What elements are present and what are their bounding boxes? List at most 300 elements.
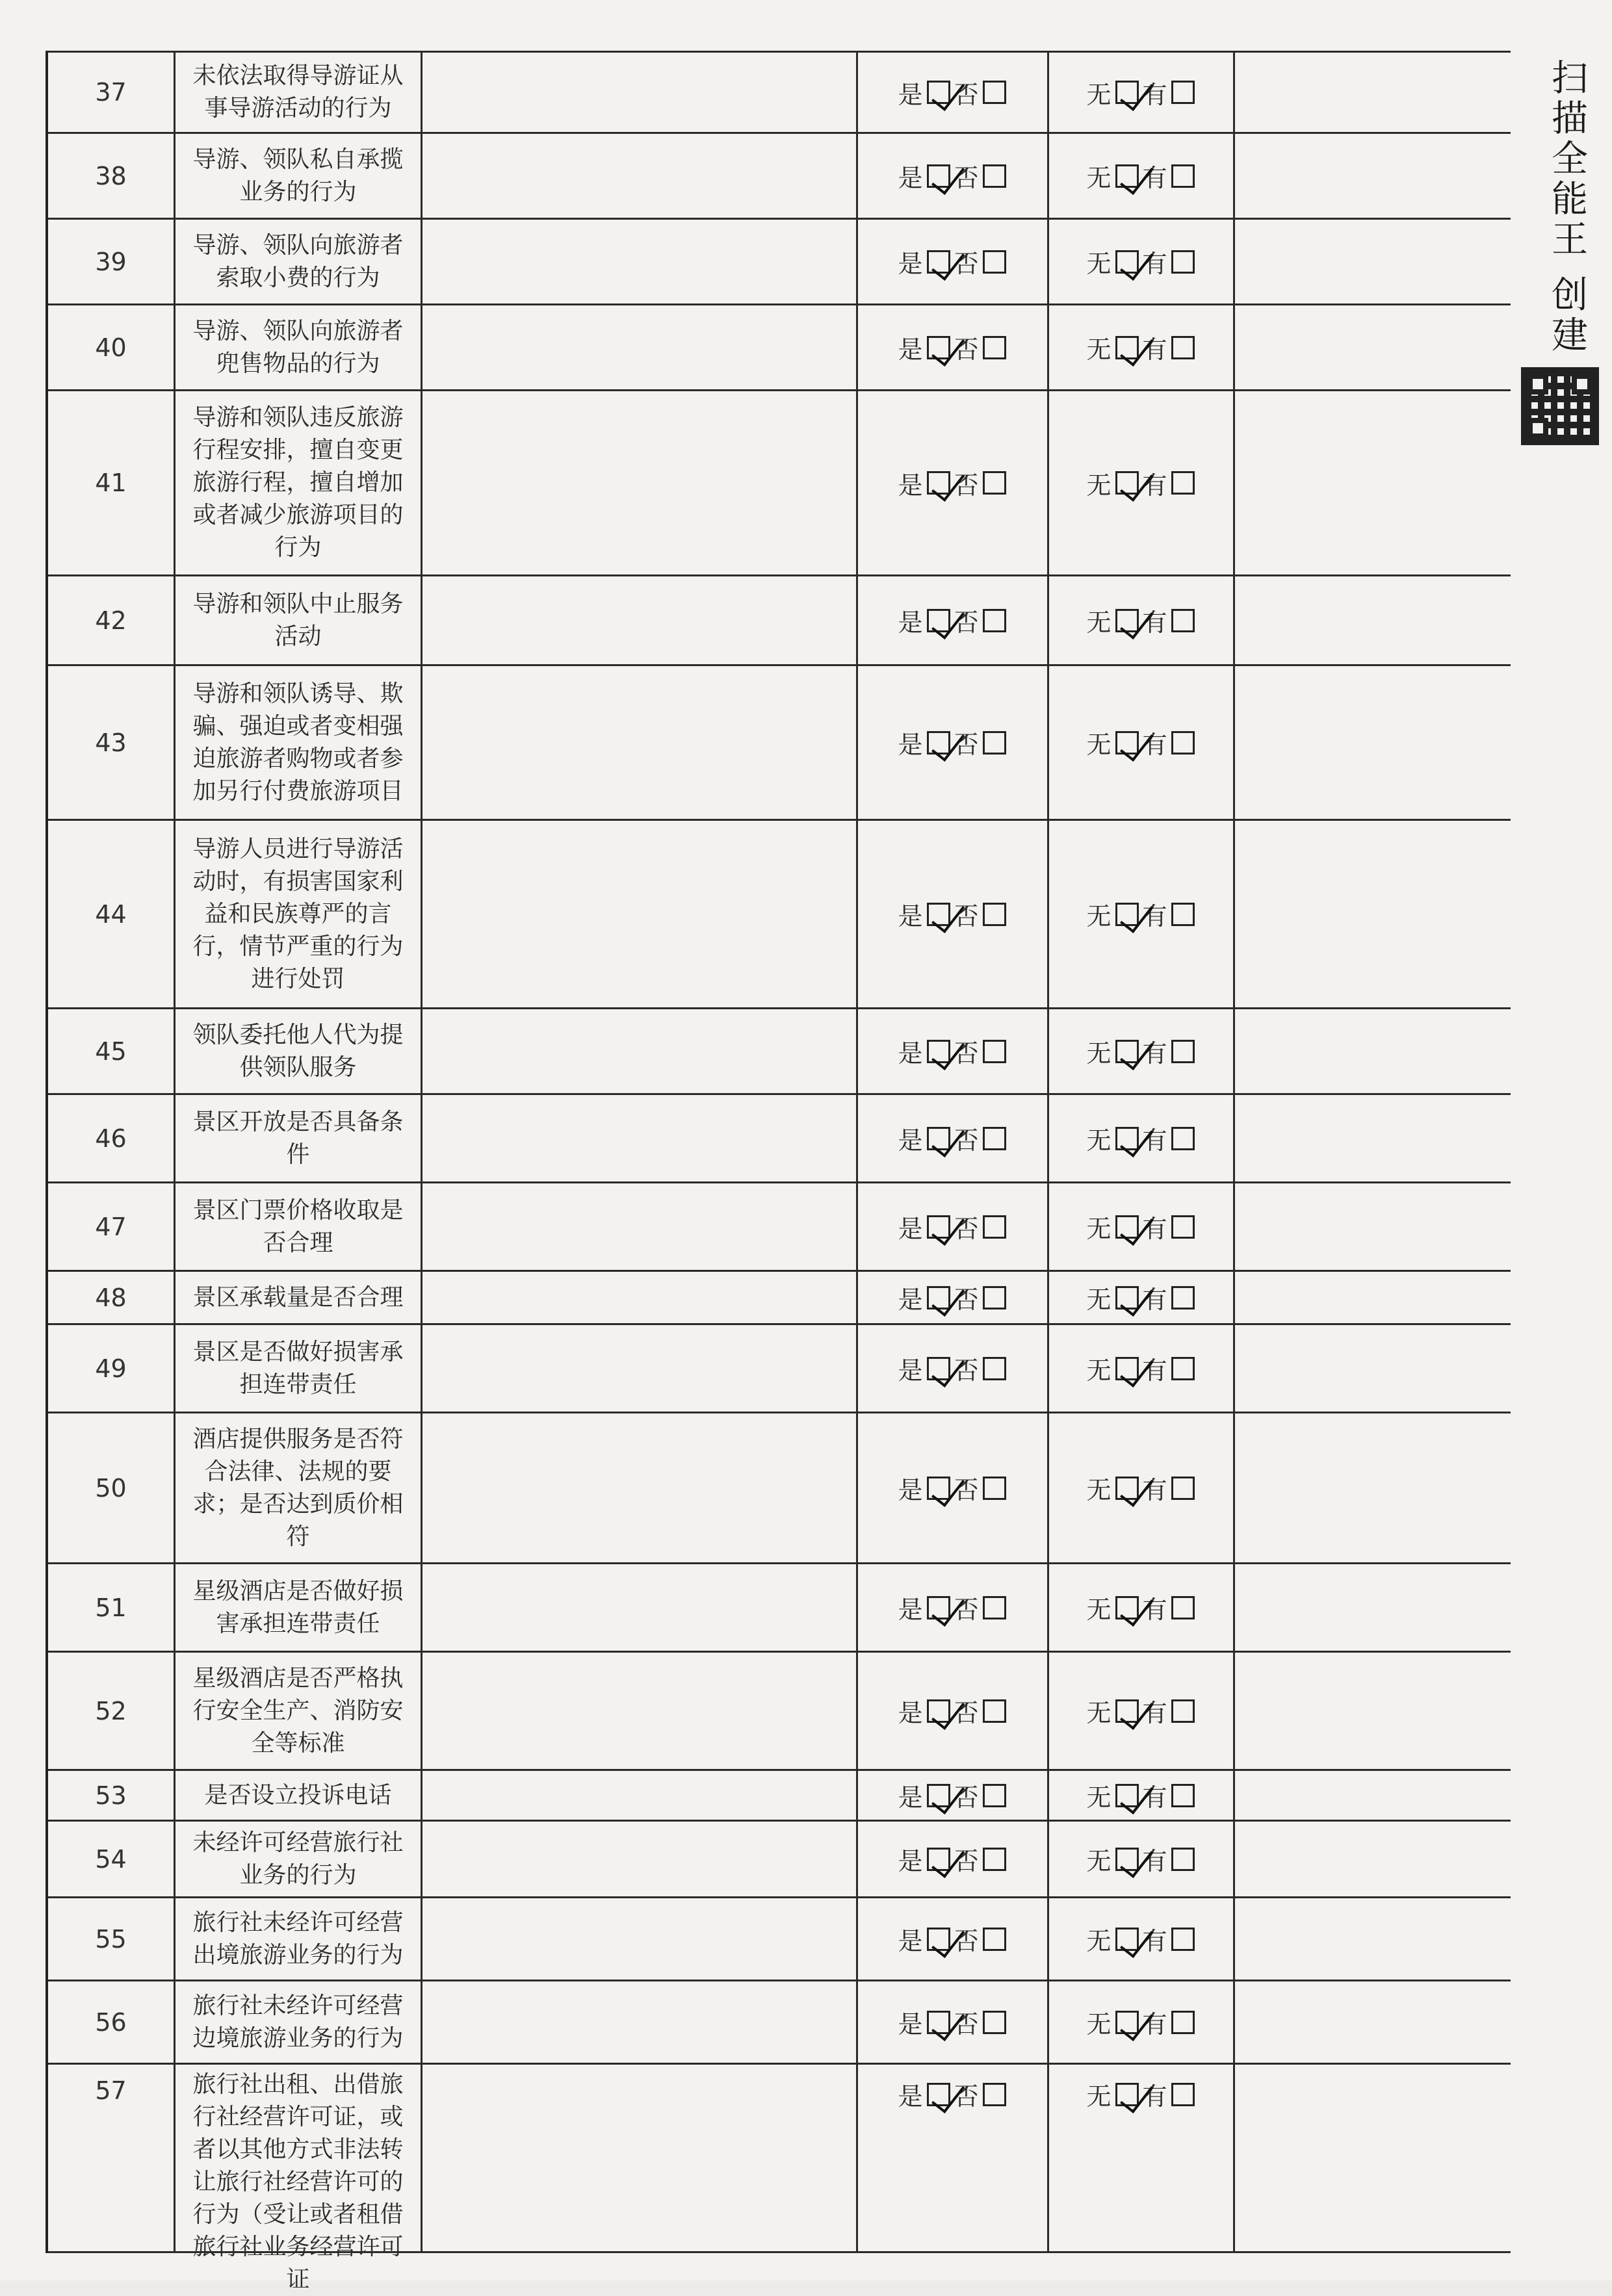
checkbox-icon[interactable] bbox=[983, 1596, 1006, 1619]
option-have[interactable] bbox=[1141, 1693, 1197, 1729]
option-have[interactable] bbox=[1141, 2076, 1197, 2112]
checked-box-icon[interactable] bbox=[927, 1357, 950, 1380]
violation-check bbox=[1049, 576, 1235, 664]
row-number: 48 bbox=[48, 1272, 176, 1323]
option-have[interactable] bbox=[1141, 1280, 1197, 1315]
option-label: 无 bbox=[1086, 164, 1112, 192]
option-label: 是 bbox=[898, 1927, 923, 1955]
option-no[interactable] bbox=[953, 465, 1009, 501]
table-row bbox=[48, 1898, 1511, 1981]
option-label: 否 bbox=[954, 164, 979, 192]
inspection-item: 未经许可经营旅行社业务的行为 bbox=[176, 1822, 422, 1896]
row-number: 42 bbox=[48, 576, 176, 664]
blank-cell bbox=[422, 1898, 858, 1980]
checked-box-icon[interactable] bbox=[927, 336, 950, 359]
option-none[interactable] bbox=[1085, 465, 1141, 501]
option-label: 有 bbox=[1142, 250, 1167, 278]
option-no[interactable] bbox=[953, 329, 1009, 365]
option-yes[interactable] bbox=[896, 1033, 952, 1069]
option-none[interactable] bbox=[1085, 2076, 1141, 2112]
option-yes[interactable] bbox=[896, 1693, 952, 1729]
option-no[interactable] bbox=[953, 1350, 1009, 1386]
row-number: 40 bbox=[48, 305, 176, 389]
checked-box-icon[interactable] bbox=[1115, 903, 1139, 926]
option-label: 无 bbox=[1086, 250, 1112, 278]
checked-box-icon[interactable] bbox=[1115, 1286, 1139, 1309]
table-row bbox=[48, 576, 1511, 666]
checked-box-icon[interactable] bbox=[1115, 2083, 1139, 2106]
remarks-cell bbox=[1235, 1771, 1511, 1820]
option-have[interactable] bbox=[1141, 1209, 1197, 1245]
option-label: 有 bbox=[1142, 730, 1167, 759]
option-label: 无 bbox=[1086, 608, 1112, 637]
option-label: 有 bbox=[1142, 2010, 1167, 2039]
checkbox-icon[interactable] bbox=[983, 336, 1006, 359]
violation-check bbox=[1049, 1771, 1235, 1820]
violation-check bbox=[1049, 220, 1235, 303]
option-have[interactable] bbox=[1141, 244, 1197, 279]
option-none[interactable] bbox=[1085, 1280, 1141, 1315]
remarks-cell bbox=[1235, 1981, 1511, 2063]
option-have[interactable] bbox=[1141, 2004, 1197, 2040]
row-number: 38 bbox=[48, 134, 176, 218]
option-label: 有 bbox=[1142, 1356, 1167, 1385]
option-label: 否 bbox=[954, 1215, 979, 1243]
blank-cell bbox=[422, 821, 858, 1007]
option-none[interactable] bbox=[1085, 244, 1141, 279]
remarks-cell bbox=[1235, 1653, 1511, 1769]
blank-cell bbox=[422, 666, 858, 819]
option-no[interactable] bbox=[953, 896, 1009, 932]
violation-check bbox=[1049, 1981, 1235, 2063]
blank-cell bbox=[422, 1325, 858, 1412]
violation-check bbox=[1049, 1325, 1235, 1412]
checked-box-icon[interactable] bbox=[1115, 1357, 1139, 1380]
option-none[interactable] bbox=[1085, 602, 1141, 638]
option-none[interactable] bbox=[1085, 158, 1141, 194]
blank-cell bbox=[422, 1183, 858, 1270]
option-no[interactable] bbox=[953, 725, 1009, 760]
option-label: 无 bbox=[1086, 80, 1112, 109]
checked-box-icon[interactable] bbox=[1115, 2011, 1139, 2034]
option-none[interactable] bbox=[1085, 1033, 1141, 1069]
checked-box-icon[interactable] bbox=[1115, 1040, 1139, 1063]
option-label: 是 bbox=[898, 1285, 923, 1314]
checkbox-icon[interactable] bbox=[1171, 609, 1195, 632]
inspection-item: 星级酒店是否严格执行安全生产、消防安全等标准 bbox=[176, 1653, 422, 1769]
option-have[interactable] bbox=[1141, 465, 1197, 501]
option-have[interactable] bbox=[1141, 1777, 1197, 1813]
option-label: 无 bbox=[1086, 1285, 1112, 1314]
option-have[interactable] bbox=[1141, 602, 1197, 638]
inspection-item: 酒店提供服务是否符合法律、法规的要求；是否达到质价相符 bbox=[176, 1413, 422, 1562]
checked-box-icon[interactable] bbox=[927, 1127, 950, 1150]
checked-box-icon[interactable] bbox=[1115, 1127, 1139, 1150]
option-none[interactable] bbox=[1085, 1350, 1141, 1386]
remarks-cell bbox=[1235, 2065, 1511, 2251]
option-label: 无 bbox=[1086, 335, 1112, 364]
checkbox-icon[interactable] bbox=[1171, 1357, 1195, 1380]
checkbox-icon[interactable] bbox=[983, 1215, 1006, 1239]
option-no[interactable] bbox=[953, 158, 1009, 194]
compliance-check bbox=[858, 391, 1049, 574]
violation-check bbox=[1049, 666, 1235, 819]
inspection-table bbox=[46, 51, 1511, 2293]
option-yes[interactable] bbox=[896, 1590, 952, 1625]
checked-box-icon[interactable] bbox=[1115, 81, 1139, 104]
checked-box-icon[interactable] bbox=[927, 1477, 950, 1500]
checkbox-icon[interactable] bbox=[983, 1127, 1006, 1150]
inspection-item: 旅行社未经许可经营出境旅游业务的行为 bbox=[176, 1898, 422, 1980]
option-none[interactable] bbox=[1085, 1693, 1141, 1729]
table-row bbox=[48, 666, 1511, 821]
option-no[interactable] bbox=[953, 1590, 1009, 1625]
checked-box-icon[interactable] bbox=[927, 471, 950, 495]
option-yes[interactable] bbox=[896, 75, 952, 110]
checked-box-icon[interactable] bbox=[927, 2011, 950, 2034]
checked-box-icon[interactable] bbox=[1115, 1784, 1139, 1807]
option-label: 否 bbox=[954, 335, 979, 364]
option-none[interactable] bbox=[1085, 725, 1141, 760]
checkbox-icon[interactable] bbox=[983, 1699, 1006, 1723]
option-have[interactable] bbox=[1141, 1470, 1197, 1506]
table-row bbox=[48, 305, 1511, 391]
table-row bbox=[48, 821, 1511, 1009]
violation-check bbox=[1049, 1009, 1235, 1093]
table-row bbox=[48, 134, 1511, 220]
checked-box-icon[interactable] bbox=[927, 1928, 950, 1951]
checkbox-icon[interactable] bbox=[983, 731, 1006, 755]
option-label: 是 bbox=[898, 250, 923, 278]
checkbox-icon[interactable] bbox=[1171, 1215, 1195, 1239]
option-no[interactable] bbox=[953, 244, 1009, 279]
violation-check bbox=[1049, 1653, 1235, 1769]
option-label: 否 bbox=[954, 902, 979, 931]
remarks-cell bbox=[1235, 1822, 1511, 1896]
option-no[interactable] bbox=[953, 1777, 1009, 1813]
checked-box-icon[interactable] bbox=[1115, 731, 1139, 755]
checked-box-icon[interactable] bbox=[927, 164, 950, 188]
blank-cell bbox=[422, 576, 858, 664]
option-yes[interactable] bbox=[896, 244, 952, 279]
row-number: 57 bbox=[48, 2065, 176, 2251]
violation-check bbox=[1049, 134, 1235, 218]
option-have[interactable] bbox=[1141, 75, 1197, 110]
checkbox-icon[interactable] bbox=[983, 903, 1006, 926]
remarks-cell bbox=[1235, 1564, 1511, 1651]
option-have[interactable] bbox=[1141, 1841, 1197, 1877]
checkbox-icon[interactable] bbox=[983, 1040, 1006, 1063]
option-no[interactable] bbox=[953, 1033, 1009, 1069]
option-label: 无 bbox=[1086, 902, 1112, 931]
compliance-check bbox=[858, 576, 1049, 664]
inspection-item: 导游人员进行导游活动时，有损害国家利益和民族尊严的言行，情节严重的行为进行处罚 bbox=[176, 821, 422, 1007]
violation-check bbox=[1049, 821, 1235, 1007]
violation-check bbox=[1049, 1564, 1235, 1651]
checked-box-icon[interactable] bbox=[927, 1784, 950, 1807]
option-label: 无 bbox=[1086, 1476, 1112, 1504]
option-label: 否 bbox=[954, 471, 979, 500]
table-row bbox=[48, 1325, 1511, 1413]
row-number: 39 bbox=[48, 220, 176, 303]
option-label: 有 bbox=[1142, 1039, 1167, 1068]
option-yes[interactable] bbox=[896, 465, 952, 501]
checked-box-icon[interactable] bbox=[1115, 164, 1139, 188]
checkbox-icon[interactable] bbox=[983, 2011, 1006, 2034]
option-no[interactable] bbox=[953, 2004, 1009, 2040]
checkbox-icon[interactable] bbox=[1171, 1286, 1195, 1309]
option-label: 无 bbox=[1086, 1927, 1112, 1955]
remarks-cell bbox=[1235, 53, 1511, 132]
option-have[interactable] bbox=[1141, 1921, 1197, 1957]
checkbox-icon[interactable] bbox=[1171, 1784, 1195, 1807]
checkbox-icon[interactable] bbox=[983, 250, 1006, 274]
checkbox-icon[interactable] bbox=[1171, 1596, 1195, 1619]
checkbox-icon[interactable] bbox=[1171, 81, 1195, 104]
table-row bbox=[48, 1095, 1511, 1183]
option-label: 有 bbox=[1142, 1476, 1167, 1504]
option-none[interactable] bbox=[1085, 1921, 1141, 1957]
option-yes[interactable] bbox=[896, 2076, 952, 2112]
option-label: 有 bbox=[1142, 1847, 1167, 1876]
checkbox-icon[interactable] bbox=[1171, 336, 1195, 359]
option-label: 无 bbox=[1086, 2082, 1112, 2111]
checkbox-icon[interactable] bbox=[1171, 731, 1195, 755]
option-have[interactable] bbox=[1141, 1350, 1197, 1386]
checkbox-icon[interactable] bbox=[1171, 1848, 1195, 1871]
checkbox-icon[interactable] bbox=[1171, 471, 1195, 495]
option-none[interactable] bbox=[1085, 1470, 1141, 1506]
compliance-check bbox=[858, 821, 1049, 1007]
checked-box-icon[interactable] bbox=[1115, 471, 1139, 495]
compliance-check bbox=[858, 1822, 1049, 1896]
checked-box-icon[interactable] bbox=[1115, 1928, 1139, 1951]
compliance-check bbox=[858, 1653, 1049, 1769]
row-number: 52 bbox=[48, 1653, 176, 1769]
checkbox-icon[interactable] bbox=[1171, 250, 1195, 274]
option-have[interactable] bbox=[1141, 158, 1197, 194]
checked-box-icon[interactable] bbox=[1115, 1596, 1139, 1619]
option-label: 是 bbox=[898, 2010, 923, 2039]
inspection-item: 导游、领队向旅游者兜售物品的行为 bbox=[176, 305, 422, 389]
option-label: 无 bbox=[1086, 730, 1112, 759]
checkbox-icon[interactable] bbox=[983, 609, 1006, 632]
checked-box-icon[interactable] bbox=[1115, 1477, 1139, 1500]
option-yes[interactable] bbox=[896, 896, 952, 932]
option-have[interactable] bbox=[1141, 725, 1197, 760]
checked-box-icon[interactable] bbox=[927, 1596, 950, 1619]
remarks-cell bbox=[1235, 1183, 1511, 1270]
checkbox-icon[interactable] bbox=[1171, 1928, 1195, 1951]
checkbox-icon[interactable] bbox=[983, 2083, 1006, 2106]
option-label: 是 bbox=[898, 1039, 923, 1068]
option-no[interactable] bbox=[953, 1921, 1009, 1957]
checked-box-icon[interactable] bbox=[927, 609, 950, 632]
row-number: 54 bbox=[48, 1822, 176, 1896]
option-label: 无 bbox=[1086, 1699, 1112, 1727]
option-label: 无 bbox=[1086, 2010, 1112, 2039]
remarks-cell bbox=[1235, 821, 1511, 1007]
option-none[interactable] bbox=[1085, 896, 1141, 932]
option-label: 有 bbox=[1142, 1285, 1167, 1314]
blank-cell bbox=[422, 1413, 858, 1562]
checkbox-icon[interactable] bbox=[1171, 2083, 1195, 2106]
option-yes[interactable] bbox=[896, 329, 952, 365]
remarks-cell bbox=[1235, 666, 1511, 819]
inspection-item: 景区开放是否具备条件 bbox=[176, 1095, 422, 1181]
compliance-check bbox=[858, 666, 1049, 819]
qr-code-icon bbox=[1521, 367, 1599, 445]
checked-box-icon[interactable] bbox=[1115, 1699, 1139, 1723]
checked-box-icon[interactable] bbox=[1115, 336, 1139, 359]
checkbox-icon[interactable] bbox=[983, 471, 1006, 495]
checkbox-icon[interactable] bbox=[1171, 1040, 1195, 1063]
violation-check bbox=[1049, 1822, 1235, 1896]
checked-box-icon[interactable] bbox=[927, 1848, 950, 1871]
option-label: 是 bbox=[898, 1215, 923, 1243]
option-none[interactable] bbox=[1085, 1841, 1141, 1877]
checkbox-icon[interactable] bbox=[983, 1848, 1006, 1871]
row-number: 56 bbox=[48, 1981, 176, 2063]
option-no[interactable] bbox=[953, 602, 1009, 638]
option-have[interactable] bbox=[1141, 1033, 1197, 1069]
option-none[interactable] bbox=[1085, 1209, 1141, 1245]
option-label: 有 bbox=[1142, 608, 1167, 637]
option-yes[interactable] bbox=[896, 2004, 952, 2040]
checkbox-icon[interactable] bbox=[983, 1477, 1006, 1500]
option-have[interactable] bbox=[1141, 329, 1197, 365]
checked-box-icon[interactable] bbox=[927, 81, 950, 104]
option-have[interactable] bbox=[1141, 896, 1197, 932]
inspection-item: 导游和领队诱导、欺骗、强迫或者变相强迫旅游者购物或者参加另行付费旅游项目 bbox=[176, 666, 422, 819]
option-yes[interactable] bbox=[896, 1209, 952, 1245]
option-yes[interactable] bbox=[896, 1350, 952, 1386]
option-yes[interactable] bbox=[896, 1280, 952, 1315]
option-label: 是 bbox=[898, 2082, 923, 2111]
compliance-check bbox=[858, 305, 1049, 389]
compliance-check bbox=[858, 1325, 1049, 1412]
option-yes[interactable] bbox=[896, 158, 952, 194]
option-label: 是 bbox=[898, 1699, 923, 1727]
checked-box-icon[interactable] bbox=[1115, 1215, 1139, 1239]
option-label: 否 bbox=[954, 1039, 979, 1068]
checkbox-icon[interactable] bbox=[983, 1928, 1006, 1951]
checkbox-icon[interactable] bbox=[983, 1357, 1006, 1380]
blank-cell bbox=[422, 134, 858, 218]
option-none[interactable] bbox=[1085, 1777, 1141, 1813]
violation-check bbox=[1049, 305, 1235, 389]
option-label: 有 bbox=[1142, 1699, 1167, 1727]
option-yes[interactable] bbox=[896, 1777, 952, 1813]
checked-box-icon[interactable] bbox=[927, 1699, 950, 1723]
checkbox-icon[interactable] bbox=[983, 164, 1006, 188]
option-yes[interactable] bbox=[896, 602, 952, 638]
option-label: 有 bbox=[1142, 1215, 1167, 1243]
checked-box-icon[interactable] bbox=[927, 1286, 950, 1309]
option-label: 否 bbox=[954, 730, 979, 759]
table-row bbox=[48, 2065, 1511, 2293]
checkbox-icon[interactable] bbox=[1171, 164, 1195, 188]
table-row bbox=[48, 391, 1511, 576]
remarks-cell bbox=[1235, 1325, 1511, 1412]
option-no[interactable] bbox=[953, 1209, 1009, 1245]
option-yes[interactable] bbox=[896, 1841, 952, 1877]
inspection-item: 景区门票价格收取是否合理 bbox=[176, 1183, 422, 1270]
checked-box-icon[interactable] bbox=[1115, 250, 1139, 274]
inspection-item: 领队委托他人代为提供领队服务 bbox=[176, 1009, 422, 1093]
checked-box-icon[interactable] bbox=[927, 1040, 950, 1063]
option-label: 是 bbox=[898, 902, 923, 931]
compliance-check bbox=[858, 1898, 1049, 1980]
option-label: 有 bbox=[1142, 164, 1167, 192]
option-no[interactable] bbox=[953, 1120, 1009, 1156]
violation-check bbox=[1049, 1183, 1235, 1270]
option-yes[interactable] bbox=[896, 1470, 952, 1506]
option-label: 是 bbox=[898, 471, 923, 500]
option-yes[interactable] bbox=[896, 1921, 952, 1957]
option-label: 否 bbox=[954, 1126, 979, 1155]
option-label: 否 bbox=[954, 1476, 979, 1504]
inspection-item: 未依法取得导游证从事导游活动的行为 bbox=[176, 53, 422, 132]
option-yes[interactable] bbox=[896, 725, 952, 760]
option-no[interactable] bbox=[953, 1280, 1009, 1315]
checked-box-icon[interactable] bbox=[927, 2083, 950, 2106]
option-label: 否 bbox=[954, 250, 979, 278]
option-have[interactable] bbox=[1141, 1120, 1197, 1156]
option-no[interactable] bbox=[953, 2076, 1009, 2112]
option-yes[interactable] bbox=[896, 1120, 952, 1156]
row-number: 53 bbox=[48, 1771, 176, 1820]
option-label: 有 bbox=[1142, 1126, 1167, 1155]
checked-box-icon[interactable] bbox=[927, 1215, 950, 1239]
option-no[interactable] bbox=[953, 1470, 1009, 1506]
option-have[interactable] bbox=[1141, 1590, 1197, 1625]
checked-box-icon[interactable] bbox=[927, 903, 950, 926]
blank-cell bbox=[422, 1009, 858, 1093]
option-label: 是 bbox=[898, 80, 923, 109]
checkbox-icon[interactable] bbox=[1171, 1477, 1195, 1500]
option-no[interactable] bbox=[953, 75, 1009, 110]
inspection-item: 导游和领队违反旅游行程安排，擅自变更旅游行程，擅自增加或者减少旅游项目的行为 bbox=[176, 391, 422, 574]
blank-cell bbox=[422, 1822, 858, 1896]
checkbox-icon[interactable] bbox=[983, 1784, 1006, 1807]
blank-cell bbox=[422, 1981, 858, 2063]
option-label: 否 bbox=[954, 1285, 979, 1314]
checkbox-icon[interactable] bbox=[983, 81, 1006, 104]
option-none[interactable] bbox=[1085, 1120, 1141, 1156]
option-none[interactable] bbox=[1085, 1590, 1141, 1625]
checkbox-icon[interactable] bbox=[1171, 903, 1195, 926]
checkbox-icon[interactable] bbox=[1171, 1127, 1195, 1150]
option-label: 否 bbox=[954, 80, 979, 109]
checked-box-icon[interactable] bbox=[1115, 609, 1139, 632]
option-label: 有 bbox=[1142, 1595, 1167, 1624]
checkbox-icon[interactable] bbox=[983, 1286, 1006, 1309]
checked-box-icon[interactable] bbox=[1115, 1848, 1139, 1871]
option-no[interactable] bbox=[953, 1693, 1009, 1729]
checkbox-icon[interactable] bbox=[1171, 2011, 1195, 2034]
checked-box-icon[interactable] bbox=[927, 250, 950, 274]
option-none[interactable] bbox=[1085, 329, 1141, 365]
option-no[interactable] bbox=[953, 1841, 1009, 1877]
option-none[interactable] bbox=[1085, 75, 1141, 110]
option-none[interactable] bbox=[1085, 2004, 1141, 2040]
option-label: 无 bbox=[1086, 1356, 1112, 1385]
checkbox-icon[interactable] bbox=[1171, 1699, 1195, 1723]
table-row bbox=[48, 1653, 1511, 1771]
checked-box-icon[interactable] bbox=[927, 731, 950, 755]
row-number: 44 bbox=[48, 821, 176, 1007]
